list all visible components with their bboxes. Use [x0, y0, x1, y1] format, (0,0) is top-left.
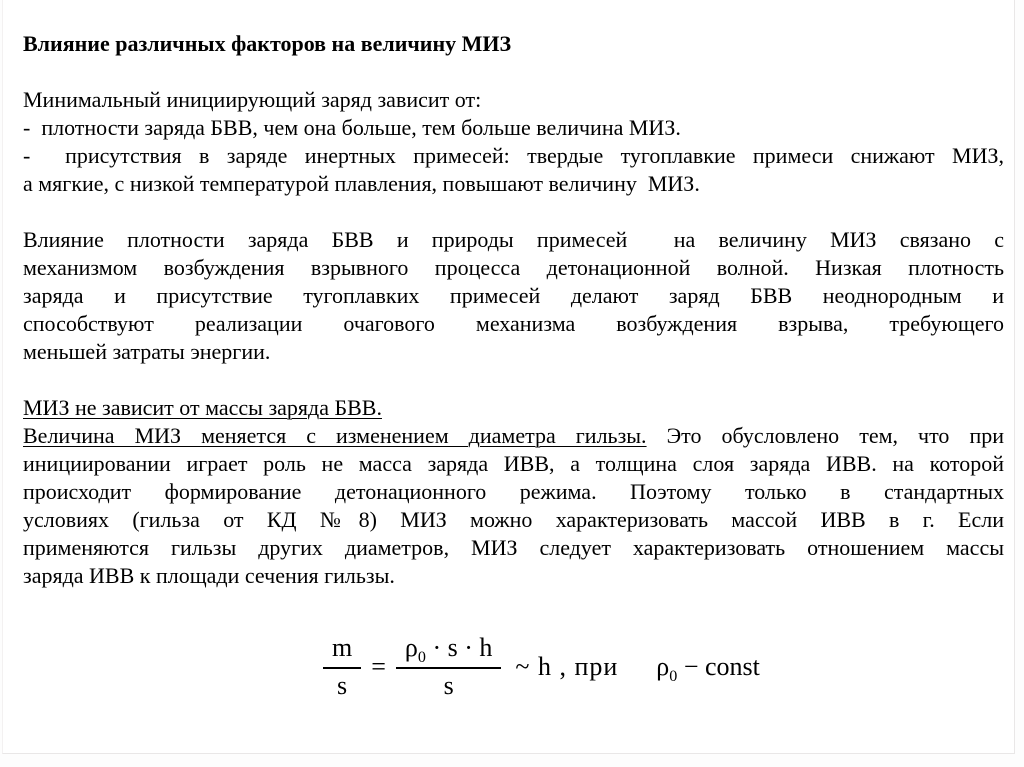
rho-symbol: ρ: [656, 651, 670, 681]
slide-content: [23, 30, 1004, 700]
underlined-statement: Величина МИЗ меняется с изменением диаметра гильзы.: [23, 423, 647, 448]
condition-rest: − const: [677, 651, 760, 681]
rho-subscript: 0: [669, 667, 678, 685]
text-line: Влияние плотности заряда БВВ и природы примесей на величину МИЗ связано с: [23, 227, 1004, 252]
text-line: инициировании играет роль не масса заряда ИВВ, а толщина слоя заряда ИВВ. на которой: [23, 451, 1004, 476]
text-span: Это обусловлено тем, что при: [646, 423, 1005, 448]
text-line-bullet: - присутствия в заряде инертных примесей: твердые тугоплавкие примеси снижают МИЗ,: [23, 143, 1004, 168]
equals-sign: =: [371, 651, 386, 681]
denominator: s: [443, 670, 454, 700]
rho-subscript: 0: [417, 649, 426, 667]
text-line: [23, 422, 1004, 450]
text-line: [23, 394, 1004, 422]
text-line: заряда ИВВ к площади сечения гильзы.: [23, 563, 395, 588]
text-line: происходит формирование детонационного режима. Поэтому только в стандартных: [23, 479, 1004, 504]
text-line: применяются гильзы других диаметров, МИЗ следует характеризовать отношением массы: [23, 535, 1004, 560]
denominator: s: [337, 670, 348, 700]
text-line: способствуют реализации очагового механизма возбуждения взрыва, требующего: [23, 311, 1004, 336]
numerator: [396, 634, 501, 669]
rho-symbol: ρ: [404, 633, 418, 662]
text-line-bullet: - плотности заряда БВВ, чем она больше, тем больше величина МИЗ.: [23, 115, 681, 140]
text-line: механизмом возбуждения взрывного процесса детонационной волной. Низкая плотность: [23, 255, 1004, 280]
relation-text: ~ h , при: [515, 651, 619, 681]
underlined-statement: МИЗ не зависит от массы заряда БВВ.: [23, 395, 382, 420]
paragraph-density-mechanism: [23, 226, 1004, 366]
fraction-m-over-s: [323, 634, 361, 700]
slide-title: Влияние различных факторов на величину МИЗ: [23, 31, 512, 56]
text-line: меньшей затраты энергии.: [23, 339, 271, 364]
text-line: условиях (гильза от КД №8) МИЗ можно характеризовать массой ИВВ в г. Если: [23, 507, 1004, 532]
text-line: а мягкие, с низкой температурой плавления, повышают величину МИЗ.: [23, 171, 700, 196]
paragraph-sleeve-diameter: [23, 394, 1004, 590]
formula: [323, 634, 1004, 700]
text-line: заряда и присутствие тугоплавких примесей делают заряд БВВ неоднородным и: [23, 283, 1004, 308]
fraction-rho-s-h-over-s: [396, 634, 501, 700]
paragraph-initiating-charge: [23, 86, 1004, 198]
numerator-rest: · s · h: [425, 633, 493, 662]
numerator: m: [323, 634, 361, 669]
text-line: Минимальный инициирующий заряд зависит от:: [23, 87, 482, 112]
condition-text: [656, 651, 760, 685]
slide: [2, 0, 1015, 754]
